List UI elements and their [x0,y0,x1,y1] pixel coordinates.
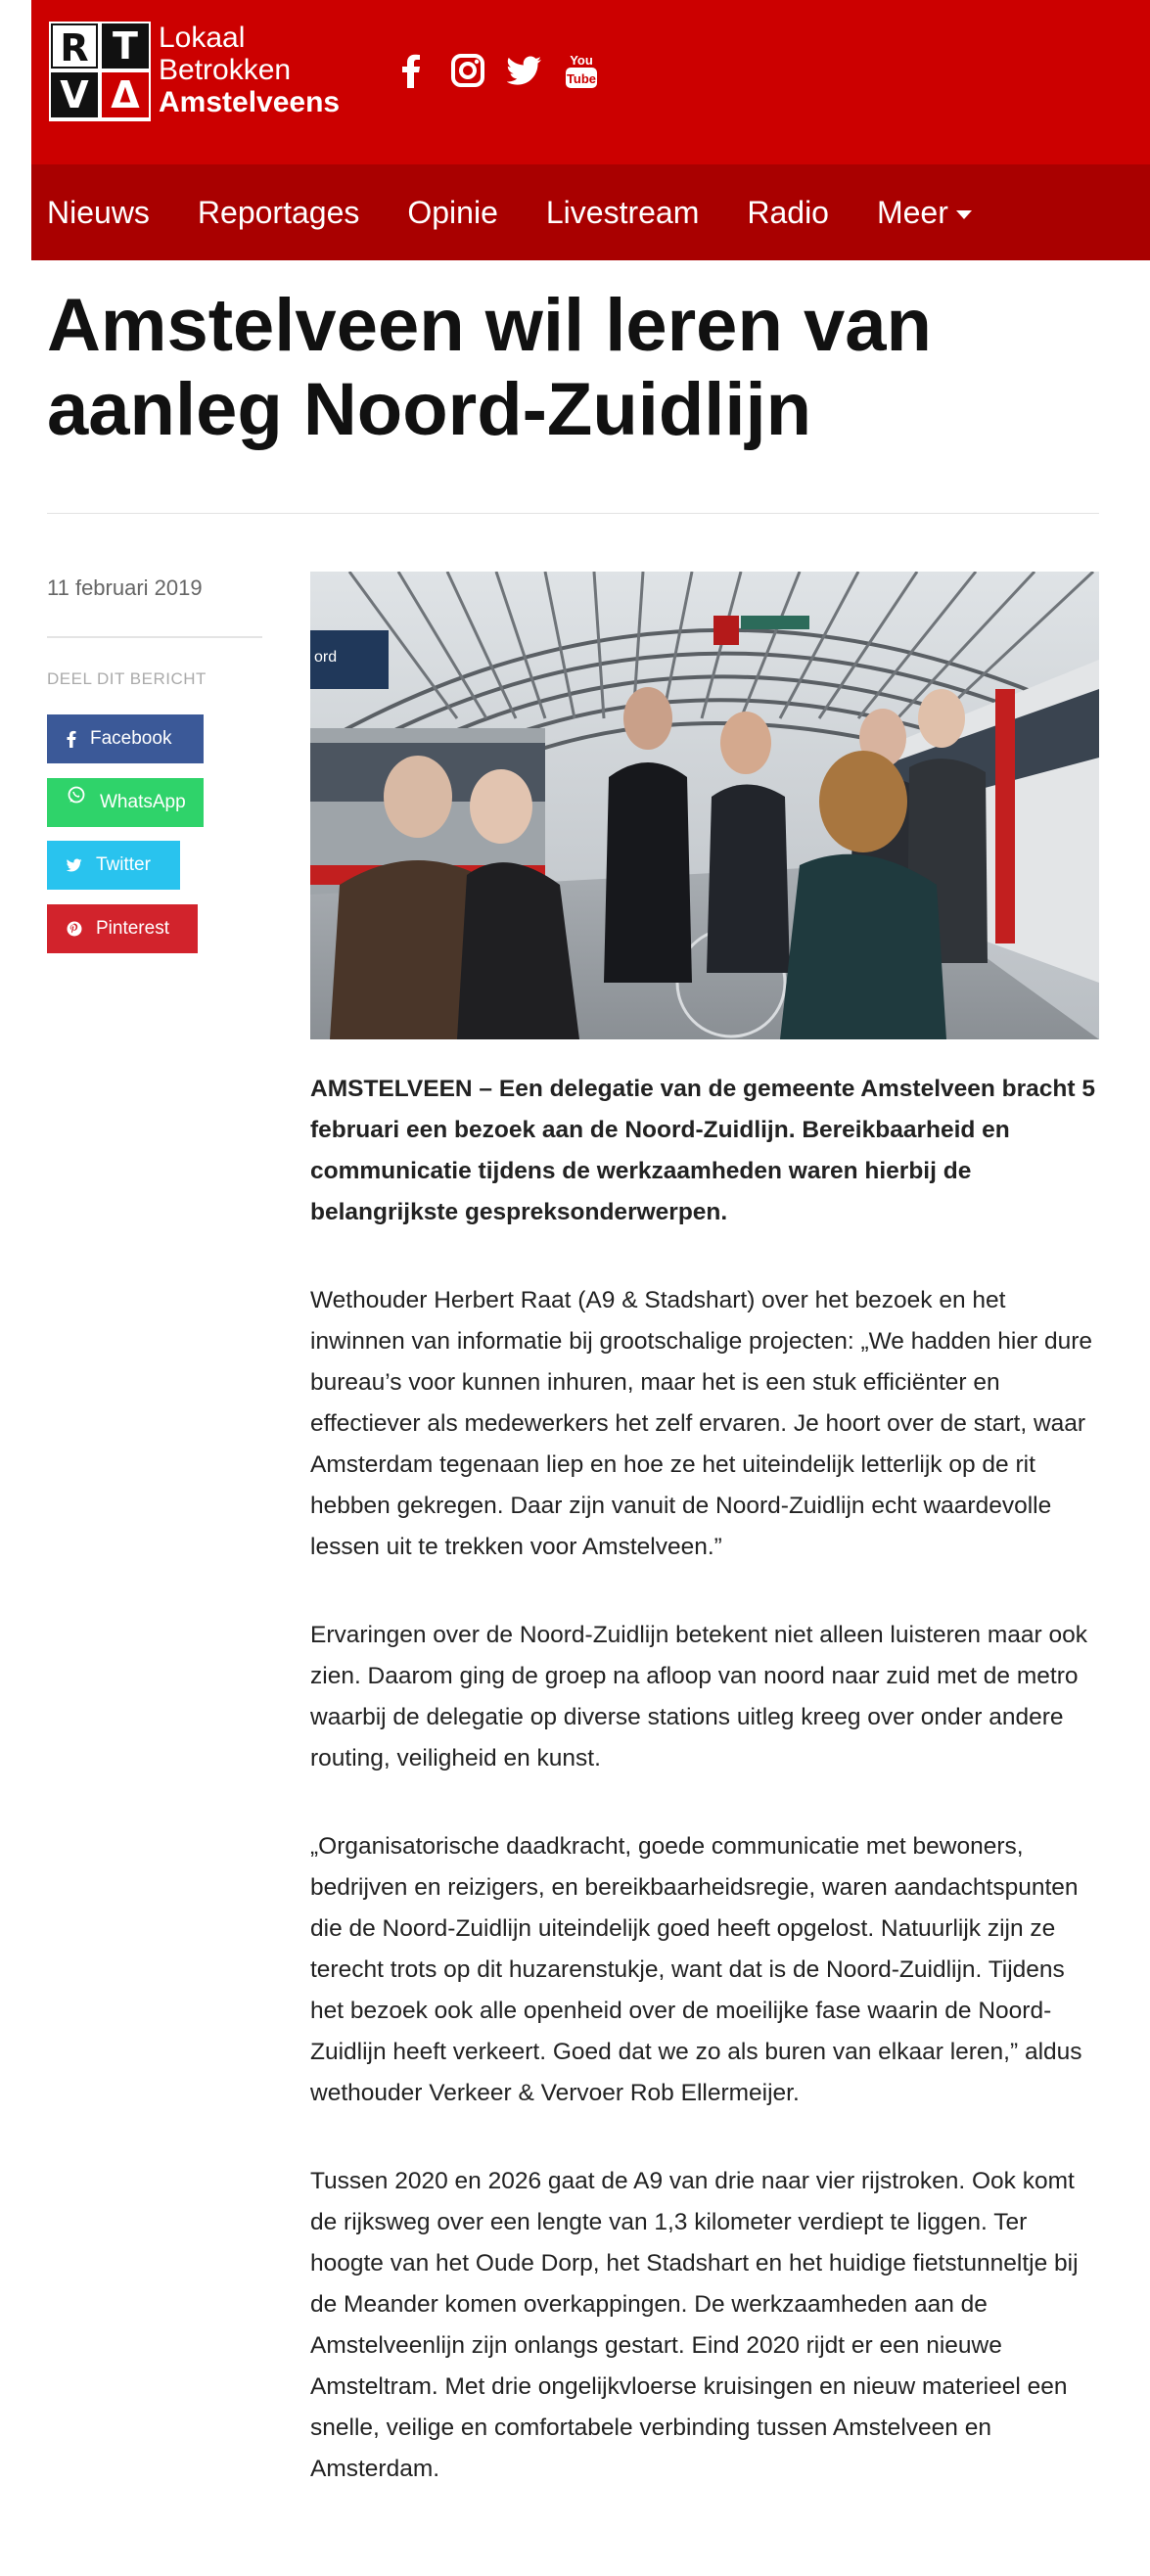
article-photo [310,572,1099,1039]
logo-tagline-line-3: Amstelveens [159,86,341,118]
article-lead: AMSTELVEEN – Een delegatie van de gemeente Amstelveen bracht 5 februari een bezoek aan de Noord-Zuidlijn. Bereikbaarheid en communicatie tijdens de werkzaamheden waren hierbij de belangrijkste gespreksonderwerpen. [310,1076,1095,1225]
pinterest-icon [67,921,82,937]
logo-tagline-line-1: Lokaal [159,22,246,54]
nav-item-nieuws[interactable] [47,195,150,231]
rtva-logo[interactable] [49,22,151,121]
logo-letter-t: T [102,23,149,69]
chevron-down-icon [956,210,972,219]
article-paragraph: Wethouder Herbert Raat (A9 & Stadshart) over het bezoek en het inwinnen van informatie bij grootschalige projecten: „We hadden hier dure bureau’s voor kunnen inhuren, maar het is een stuk efficiënter en effectiever als medewerkers het zelf ervaren. Je hoort over de start, waar Amsterdam tegenaan liep en hoe ze het uiteindelijk letterlijk op de rit hebben gekregen. Daar zijn vanuit de Noord-Zuidlijn echt waardevolle lessen uit te trekken voor Amstelveen.” [310,1287,1092,1560]
nav-item-label: Livestream [545,194,700,230]
logo-tagline [159,22,340,118]
share-whatsapp-label: WhatsApp [100,792,186,812]
share-pinterest-label: Pinterest [96,918,169,939]
twitter-icon[interactable] [507,51,542,90]
instagram-icon[interactable] [450,51,485,90]
youtube-text-tube: Tube [566,71,597,86]
facebook-icon [67,730,76,748]
share-label: DEEL DIT BERICHT [47,669,207,688]
nav-item-label: Radio [747,194,829,230]
site-header [31,0,1150,164]
sidebar-divider [47,636,262,638]
youtube-text-you: You [570,53,593,68]
share-facebook-button[interactable] [47,714,204,763]
youtube-icon[interactable] [564,51,599,90]
whatsapp-icon [67,786,86,805]
facebook-icon[interactable] [393,51,429,90]
article-paragraph: Tussen 2020 en 2026 gaat de A9 van drie naar vier rijstroken. Ook komt de rijksweg over een lengte van 1,3 kilometer verdiept te liggen. Ter hoogte van het Oude Dorp, het Stadshart en het huidige fietstunneltje bij de Meander komen overkappingen. De werkzaamheden aan de Amstelveenlijn zijn onlangs gestart. Eind 2020 rijdt er een nieuwe Amsteltram. Met drie ongelijkvloerse kruisingen en nieuw materieel een snelle, veilige en comfortabele verbinding tussen Amstelveen en Amsterdam. [310,2168,1079,2482]
nav-item-radio[interactable] [747,195,829,231]
title-divider [47,513,1099,514]
share-facebook-label: Facebook [90,728,172,749]
main-nav [31,164,1150,260]
nav-item-opinie[interactable] [407,195,498,231]
share-pinterest-button[interactable] [47,904,198,953]
nav-item-label: Nieuws [47,194,150,230]
nav-item-label: Meer [876,194,948,230]
article-date: 11 februari 2019 [47,575,203,600]
logo-letter-delta: Δ [102,72,149,117]
logo-letter-v: V [51,72,98,117]
share-twitter-button[interactable] [47,841,180,890]
nav-item-label: Reportages [197,194,360,230]
logo-letter-r: R [51,23,98,69]
twitter-icon [67,858,82,872]
photo-station-sign-text: ord [314,649,338,666]
article-body [310,1069,1099,2537]
social-links [393,51,599,94]
nav-item-label: Opinie [407,194,498,230]
metro-platform-photo [310,572,1099,1039]
article-title: Amstelveen wil leren van aanleg Noord-Zuidlijn [47,284,932,451]
nav-item-reportages[interactable] [198,195,359,231]
share-twitter-label: Twitter [96,854,151,875]
nav-item-meer[interactable] [877,195,972,231]
article-paragraph: Ervaringen over de Noord-Zuidlijn betekent niet alleen luisteren maar ook zien. Daarom ging de groep na afloop van noord naar zuid met de metro waarbij de delegatie op diverse stations uitleg kreeg over onder andere routing, veiligheid en kunst. [310,1622,1087,1771]
logo-tagline-line-2: Betrokken [159,54,292,86]
share-whatsapp-button[interactable] [47,778,204,827]
nav-item-livestream[interactable] [546,195,700,231]
page-frame [31,0,1150,2576]
article-paragraph: „Organisatorische daadkracht, goede communicatie met bewoners, bedrijven en reizigers, en bereikbaarheidsregie, waren aandachtspunten die de Noord-Zuidlijn uiteindelijk goed heeft opgelost. Natuurlijk zijn ze terecht trots op dit huzarenstukje, want dat is de Noord-Zuidlijn. Tijdens het bezoek ook alle openheid over de moeilijke fase waarin de Noord-Zuidlijn heeft verkeert. Goed dat we zo als buren van elkaar leren,” aldus wethouder Verkeer & Vervoer Rob Ellermeijer. [310,1833,1082,2106]
